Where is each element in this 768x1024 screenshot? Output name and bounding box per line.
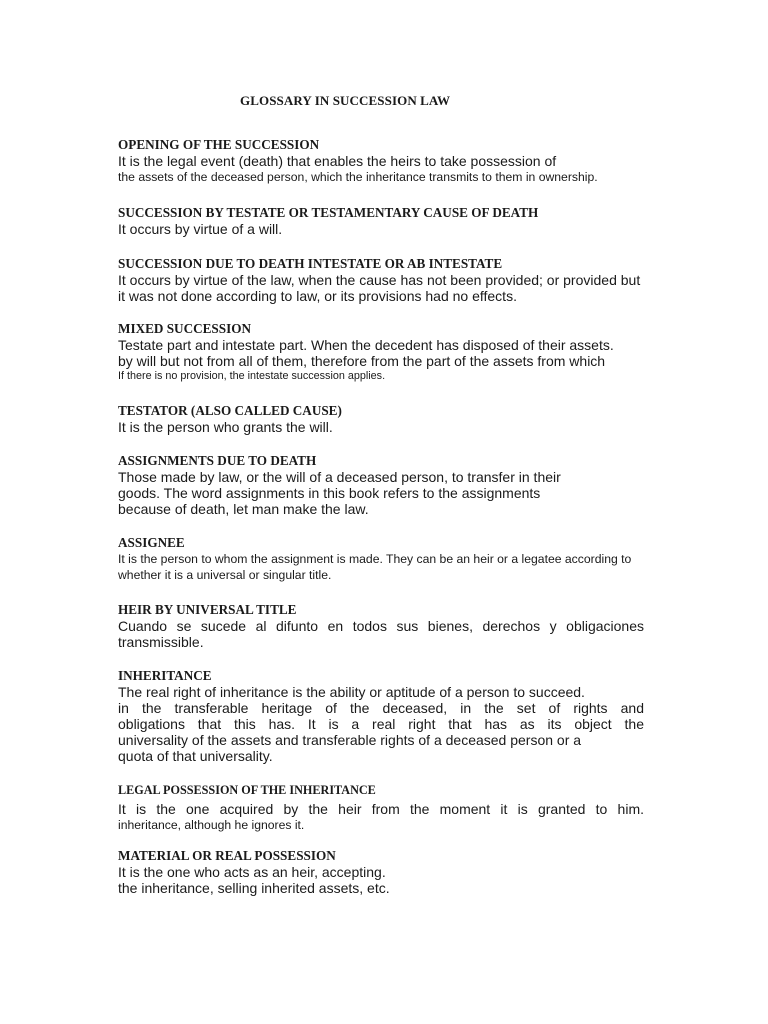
glossary-entry-assignee [118,535,644,583]
definition-line: It is the one acquired by the heir from the moment it is granted to him. [118,801,644,817]
definition-line: inheritance, although he ignores it. [118,818,305,832]
term-heading: ASSIGNEE [118,535,185,550]
definition-line: It is the one who acts as an heir, accepting. [118,864,386,880]
term-heading: SUCCESSION DUE TO DEATH INTESTATE OR AB INTESTATE [118,256,503,271]
definition-line: It occurs by virtue of a will. [118,221,283,237]
definition-line: It occurs by virtue of the law, when the cause has not been provided; or provided but [118,272,641,288]
term-heading: OPENING OF THE SUCCESSION [118,137,320,152]
glossary-entry-mixed-succession [118,321,644,384]
definition-line: If there is no provision, the intestate succession applies. [118,370,386,382]
definition-line: by will but not from all of them, therefore from the part of the assets from which [118,353,606,369]
glossary-entry-assignments-due-to-death [118,453,644,517]
definition-line: universality of the assets and transferable rights of a deceased person or a [118,732,582,748]
term-heading: TESTATOR (ALSO CALLED CAUSE) [118,403,342,418]
term-heading: HEIR BY UNIVERSAL TITLE [118,602,297,617]
glossary-entry-opening-of-succession [118,137,644,185]
definition-line: It is the person who grants the will. [118,419,333,435]
term-heading: LEGAL POSSESSION OF THE INHERITANCE [118,783,376,797]
definition-line: It is the legal event (death) that enables the heirs to take possession of [118,153,557,169]
definition-line: goods. The word assignments in this book refers to the assignments [118,485,541,501]
glossary-entry-material-possession [118,848,644,896]
definition-line: The real right of inheritance is the ability or aptitude of a person to succeed. [118,684,585,700]
glossary-entry-heir-universal-title [118,602,644,650]
term-heading: SUCCESSION BY TESTATE OR TESTAMENTARY CAUSE OF DEATH [118,205,539,220]
definition-line: quota of that universality. [118,748,273,764]
glossary-entry-inheritance [118,668,644,764]
definition-line: Testate part and intestate part. When the decedent has disposed of their assets. [118,337,614,353]
glossary-entry-legal-possession [118,782,644,833]
term-heading: MIXED SUCCESSION [118,321,252,336]
document-title: GLOSSARY IN SUCCESSION LAW [240,93,451,108]
definition-line: obligations that this has. It is a real right that has as its object the [118,716,644,732]
definition-line: whether it is a universal or singular title. [118,568,332,582]
term-heading: ASSIGNMENTS DUE TO DEATH [118,453,317,468]
definition-line: because of death, let man make the law. [118,501,369,517]
definition-line: It is the person to whom the assignment is made. They can be an heir or a legatee according to [118,552,632,566]
term-heading: INHERITANCE [118,668,212,683]
definition-line: in the transferable heritage of the deceased, in the set of rights and [118,700,644,716]
glossary-entry-testator [118,403,644,435]
definition-line: transmissible. [118,634,204,650]
definition-line: the assets of the deceased person, which the inheritance transmits to them in ownership. [118,170,598,184]
definition-line: Cuando se sucede al difunto en todos sus bienes, derechos y obligaciones [118,618,644,634]
definition-line: the inheritance, selling inherited assets, etc. [118,880,390,896]
glossary-entry-succession-intestate [118,256,644,304]
definition-line: it was not done according to law, or its provisions had no effects. [118,288,517,304]
term-heading: MATERIAL OR REAL POSSESSION [118,848,336,863]
definition-line: Those made by law, or the will of a deceased person, to transfer in their [118,469,561,485]
glossary-entry-succession-by-testate [118,205,644,237]
